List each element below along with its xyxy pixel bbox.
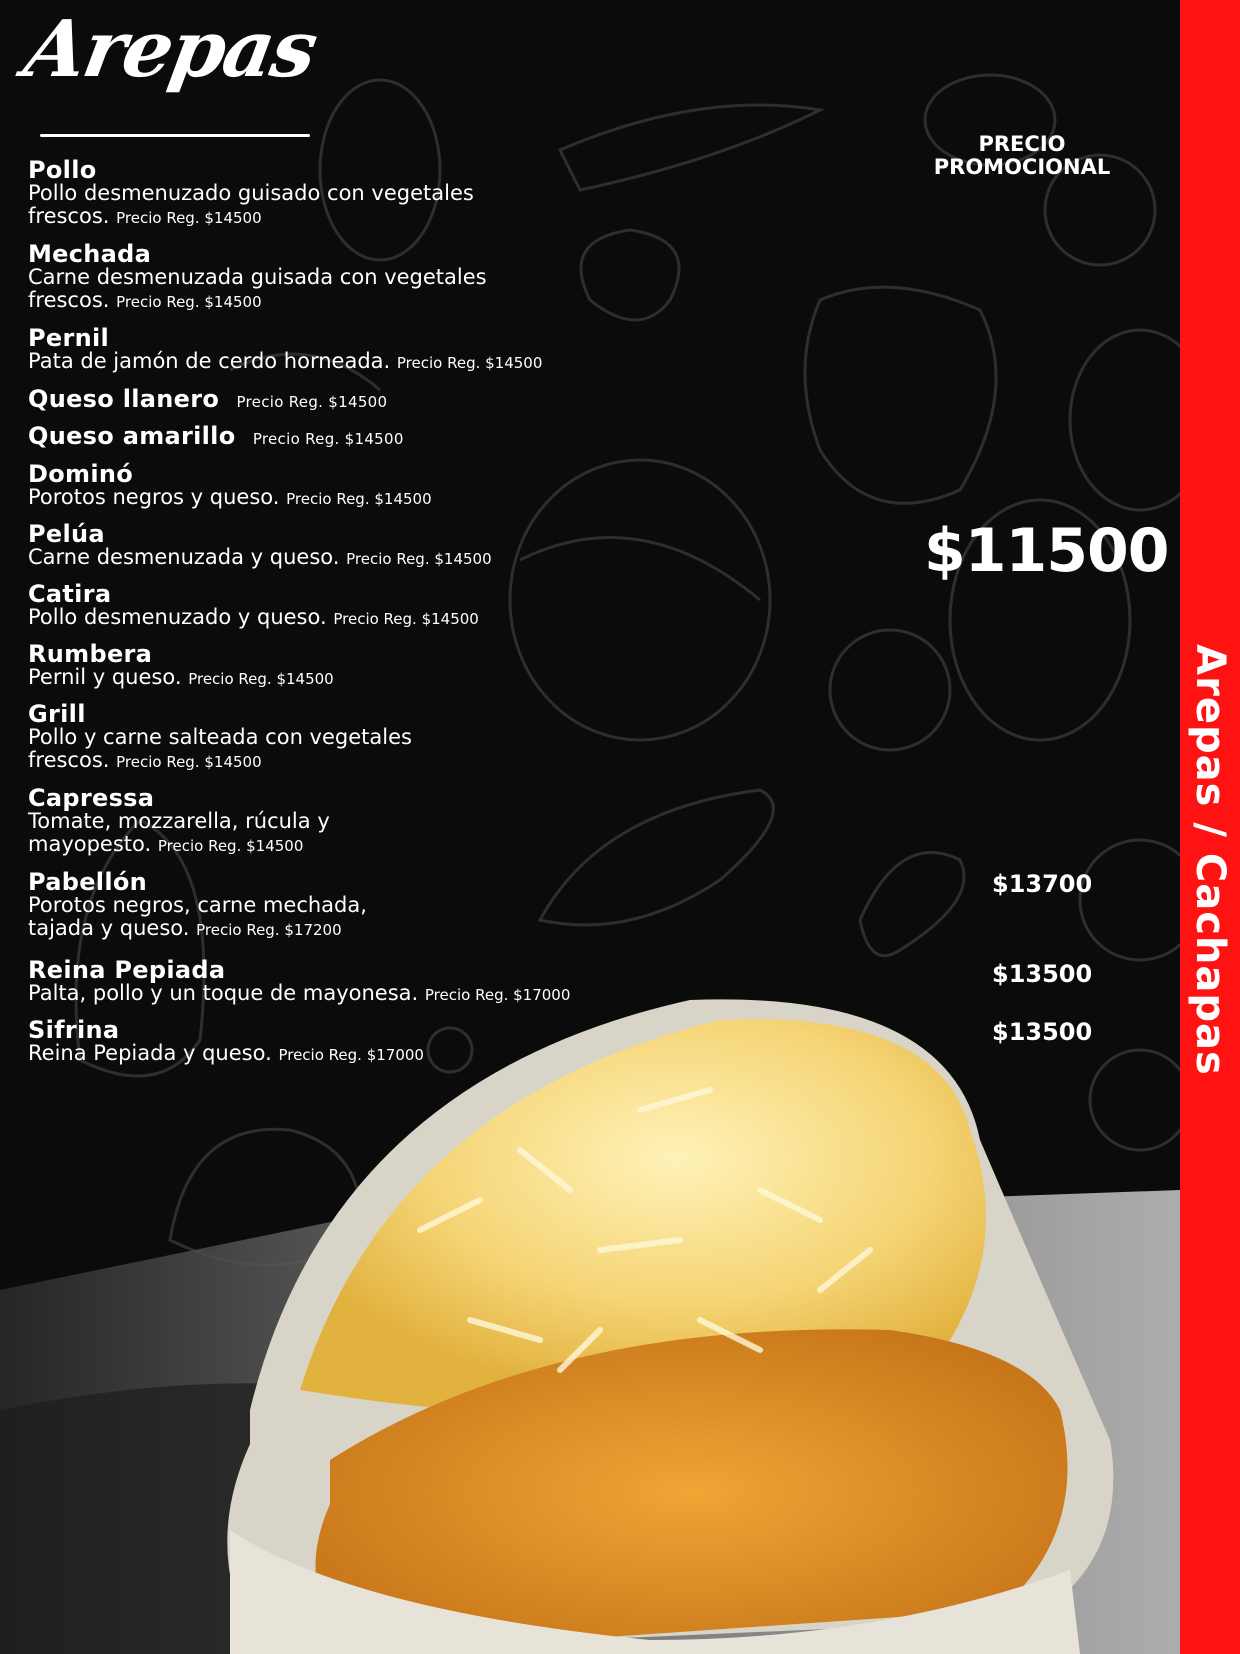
item-name: Pernil [28,324,110,352]
menu-item [28,1018,928,1067]
item-promo-price: $13500 [992,1018,1093,1046]
menu-item [28,424,928,451]
menu-item [28,870,438,942]
item-regular-price: Precio Reg. $14500 [346,550,492,568]
menu-item [28,387,928,414]
item-promo-price: $13500 [992,960,1093,988]
item-regular-price: Precio Reg. $14500 [333,610,479,628]
item-name: Queso llanero Precio Reg. $14500 [28,385,388,413]
item-name: Reina Pepiada [28,956,226,984]
item-description: Pollo desmenuzado guisado con vegetales frescos. Precio Reg. $14500 [28,181,474,228]
item-name: Pelúa [28,520,105,548]
menu-item [28,786,408,858]
item-regular-price: Precio Reg. $14500 [396,354,543,372]
menu-item [28,702,488,774]
menu-item [28,642,928,691]
item-name: Pabellón [28,868,148,896]
item-name: Capressa [28,784,155,812]
menu-item [28,522,928,571]
item-description: Pollo y carne salteada con vegetales frescos. Precio Reg. $14500 [28,725,412,772]
item-description: Tomate, mozzarella, rúcula y mayopesto. Precio Reg. $14500 [28,809,330,856]
item-regular-price: Precio Reg. $17000 [424,986,571,1004]
menu-item [28,462,928,511]
item-name: Queso amarillo Precio Reg. $14500 [28,422,404,450]
menu-item [28,158,548,230]
item-description: Pata de jamón de cerdo horneada. Precio Reg. $14500 [28,349,543,373]
item-description: Palta, pollo y un toque de mayonesa. Precio Reg. $17000 [28,981,571,1005]
promo-heading-line2: PROMOCIONAL [933,155,1111,179]
item-regular-price: Precio Reg. $14500 [116,293,262,311]
item-description: Porotos negros y queso. Precio Reg. $14500 [28,485,432,509]
item-description: Pollo desmenuzado y queso. Precio Reg. $14500 [28,605,479,629]
menu-item [28,326,928,375]
item-description: Reina Pepiada y queso. Precio Reg. $17000 [28,1041,424,1065]
item-name: Rumbera [28,640,153,668]
promo-price: $11500 [924,516,1169,586]
side-category-label: Arepas / Cachapas [1187,644,1233,1076]
item-name: Catira [28,580,112,608]
item-regular-price: Precio Reg. $14500 [188,670,334,688]
item-regular-price: Precio Reg. $14500 [236,393,388,411]
item-description: Carne desmenuzada guisada con vegetales frescos. Precio Reg. $14500 [28,265,487,312]
item-description: Porotos negros, carne mechada, tajada y queso. Precio Reg. $17200 [28,893,367,940]
menu-item [28,582,928,631]
menu-item [28,242,568,314]
arepa-photo [0,990,1180,1654]
promo-heading [922,133,1122,179]
item-name: Sifrina [28,1016,120,1044]
menu-logo: Arepas [17,4,323,95]
item-name: Pollo [28,156,97,184]
item-regular-price: Precio Reg. $14500 [116,209,262,227]
item-regular-price: Precio Reg. $14500 [252,430,404,448]
item-name: Dominó [28,460,134,488]
item-name: Grill [28,700,86,728]
promo-heading-line1: PRECIO [978,132,1066,156]
item-regular-price: Precio Reg. $14500 [116,753,262,771]
menu-item [28,958,928,1007]
item-promo-price: $13700 [992,870,1093,898]
item-regular-price: Precio Reg. $17000 [278,1046,424,1064]
item-description: Carne desmenuzada y queso. Precio Reg. $14500 [28,545,492,569]
logo-underline [40,134,310,137]
item-regular-price: Precio Reg. $14500 [286,490,432,508]
item-description: Pernil y queso. Precio Reg. $14500 [28,665,334,689]
item-name: Mechada [28,240,152,268]
item-regular-price: Precio Reg. $14500 [157,837,304,855]
item-regular-price: Precio Reg. $17200 [196,921,342,939]
